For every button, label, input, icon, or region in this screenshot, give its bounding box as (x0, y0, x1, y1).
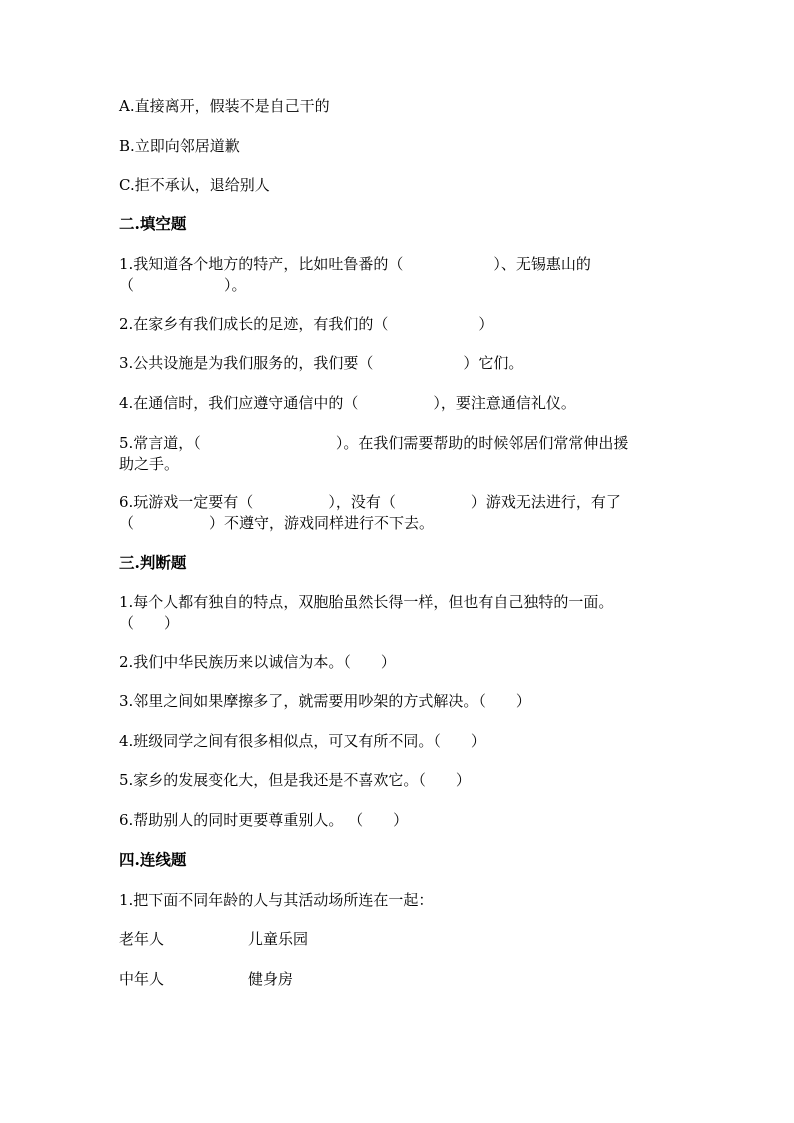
fill-question-6: 6.玩游戏一定要有（ ），没有（ ）游戏无法进行，有了 (119, 493, 621, 511)
option-c: C.拒不承认，退给别人 (119, 176, 270, 194)
section-judge-heading: 三.判断题 (119, 553, 187, 572)
option-a: A.直接离开，假装不是自己干的 (119, 97, 330, 115)
fill-question-5: 5.常言道，（ ）。在我们需要帮助的时候邻居们常常伸出援 (119, 434, 629, 452)
section-matching-heading: 四.连线题 (119, 850, 187, 869)
fill-question-3: 3.公共设施是为我们服务的，我们要（ ）它们。 (119, 354, 524, 372)
judge-question-2: 2.我们中华民族历来以诚信为本。（ ） (119, 653, 396, 671)
section-fill-in-heading: 二.填空题 (119, 214, 187, 233)
fill-question-2: 2.在家乡有我们成长的足迹，有我们的（ ） (119, 315, 494, 333)
fill-question-4: 4.在通信时，我们应遵守通信中的（ ），要注意通信礼仪。 (119, 394, 576, 412)
matching-question-1: 1.把下面不同年龄的人与其活动场所连在一起： (119, 891, 434, 909)
matching-person-middle-aged: 中年人 (119, 970, 165, 988)
fill-question-1-cont: （ ）。 (119, 276, 247, 294)
judge-question-6: 6.帮助别人的同时更要尊重别人。 （ ） (119, 811, 409, 829)
judge-question-1-cont: （ ） (119, 614, 180, 632)
fill-question-1: 1.我知道各个地方的特产，比如吐鲁番的（ ）、无锡惠山的 (119, 255, 591, 273)
judge-question-5: 5.家乡的发展变化大，但是我还是不喜欢它。（ ） (119, 771, 471, 789)
fill-question-5-cont: 助之手。 (119, 455, 180, 473)
judge-question-1: 1.每个人都有独自的特点，双胞胎虽然长得一样，但也有自己独特的一面。 (119, 593, 614, 611)
matching-place-playground: 儿童乐园 (248, 930, 309, 948)
option-b: B.立即向邻居道歉 (119, 137, 240, 155)
matching-place-gym: 健身房 (248, 970, 294, 988)
matching-person-elderly: 老年人 (119, 930, 165, 948)
fill-question-6-cont: （ ）不遵守，游戏同样进行不下去。 (119, 514, 435, 532)
judge-question-3: 3.邻里之间如果摩擦多了，就需要用吵架的方式解决。（ ） (119, 692, 531, 710)
judge-question-4: 4.班级同学之间有很多相似点，可又有所不同。（ ） (119, 732, 486, 750)
